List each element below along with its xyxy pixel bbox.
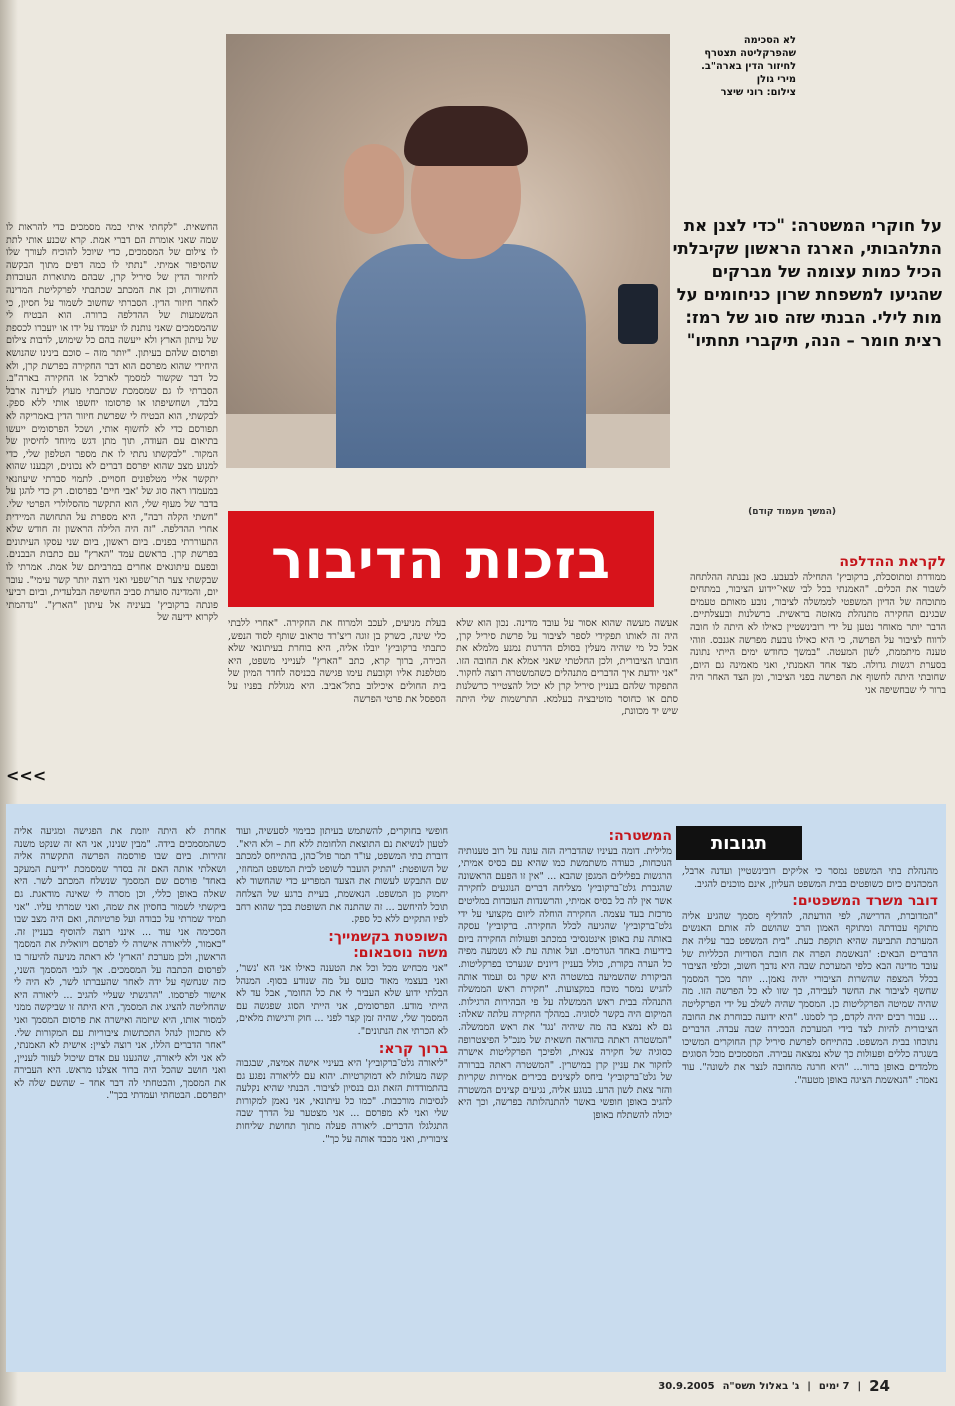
- responses-column-3: חופשי בחוקרים, להשתמש בעיתון כבימוי לסעשיה, ועוד לטעון לנשיאת נם התוצאת הלחומת ללא חת – ולא היא". דוברת בתי המשפט, עו"ד תמר פול־כהן, בהתייחס למכתב של השופטת: "התיק הועבר לשופט לבית המשפט המחוזי, שם התבקש לעשות את הצעד המפריע כדי שהחשוד לא יחמוק מן המשפט. הנאשמת, בעיית ברגע של הצלחה תוכל להיחשב ... זה שהתנה את השופטת בכך שהוא רחב לפיו התקיים ללא כל ספק. השופטת בקשמייך: משה נוסבאום: "אני מכחיש מכל וכל את הטענה כאילו אני הא 'נשר', ואני בעצמי מאוד כועס על מה שנודע בסוף. המנהל הבלתי ידוע שלא העביר לי את כל החומר, אבל עד לא הייתי מודע. הפרסומים, אני הייתי הסוג שפגשה עם המסמך שלי, שהיה זמן קצר לפני ... חוק ורגישות מלאים, לא הכרתי את הנתונים". ברוך קרא: "ליאורה גלט־ברקוביץ' היא בעיניי אישה אמיצה, שבגבוה קשה מעולות לא דמוקרטיות. יהוא עם לליאורה נפגע גם בהתמודדות הזאת וגם בנסיון לציבור. הבנתי שהיא נקלעה לנסיבות מורכבות. "כמו כל עיתונאי, אני נאמן למקורות שלי ואני לא מפרסם ... אני מצטער על הדרך שבה התגלגלו הדברים. ליאורה פעלה מתוך תחושת שליחות ציבורית, ואני מכבד אותה על כך".: [236, 826, 448, 1145]
- police-badge-icon: [618, 284, 658, 344]
- responses-title: תגובות: [676, 826, 802, 860]
- article-column-2: אעשה מעשה שהוא אסור על עובד מדינה. נכון הוא שלא היה זה לאותו תפקידי לספר לציבור על פרשת סיריל קרן, אבל כל מי שהיה מעלין בסולם הדרגות נמנע מלמלא את חובתו הציבורית, ולכן החלטתי שאני אמלא את החובה הזו. "אני יודעת איך הדברים מתנהלים כשהמשטרה רוצה לחקור. התפקוד שלהם בעניין סיריל קרן לא יכול להצטייר כרשלנות סתם או כחוסר מוטיבציה בעלמא. התרשמות שלי היתה שיש יד מכוונת,: [456, 618, 678, 718]
- responses-column-1: מהנהלת בתי המשפט נמסר כי אליקים רובינשטיין ועדנה ארבל, המכהנים כיום כשופטים בבית המשפט העליון, אינם מוכנים להגיב. דובר משרד המשפטים: "המדוברת, הדרישה, לפי הודעתה, להדליף מסמך שהגיע אליה מתוקף עבודתה ומתוקף האמון הרב שהושם לה אותם האנשים המערכת התביעה שהיא תוקפת כעת. "בית המשפט כבר עליה את הדברים הבאים: 'הנאשמת הפרה את חובת הסודיות הכלליות של עובד מדינה הבא כלפי המערכת שבה היא נדבך חשוב, וכלפי הציבור בכלל המצפה שהשרות הציבורי יהיה נאמן... יותר מכך המסמך שחשף לציבור את החשד לעבירה, כך שזו לא כל הפרשה הזו. מה שהיה שמיטה הפרקליטות כן. המסמך שהיה לשלב על ידי הפרקליטה ... עבור רבים יהיה לקדם, כך לסמנו. "היא ידועה כבוחרת את החובה הציבורית להיות לצד בידי המערכת הבכירה שבה עבדה. הדברים נתוכחו בבית המשפט. בהתייחס לפרשת סיריל קרן החוקרים המשיכו בשגרה כללים ופעולות כך שלא נמצאה עבירה. המסמכים מכל הסוגים מלמדים באופן ברור... "היא חרגה מהחובה לנצר את לשונה". עוד נאמר: "הנאשמת הציגה באופן מטעה".: [682, 866, 938, 1086]
- continue-arrows-icon: <<<: [6, 766, 47, 785]
- article-column-3: בעלת מניעים, לעכב ולמרוח את החקירה. "אחרי ללבתי כלי שינה, כשרק בן זוגה ריצ'רד טראוב שותף לסוד הנפש, כתבתי ברקוביץ' יובלו אליה, היא בוחרת בעיתונאי שלא הכירה, ברוך קרא, כתב "הארץ" לענייני משפט, היא מטלפנת אליו וקובעת עימו פגישה בכניסה לחדר המיון של בית החולים איכילוב בתל־אביב. היא מגוללת בפניו על הספסל את פרטי הפרשה: [228, 618, 446, 705]
- page-number: 24: [869, 1377, 890, 1395]
- pull-quote: על חוקרי המשטרה: "כדי לצנן את התלהבותי, הארגז הראשון שקיבלתי הכיל כמות עצומה של מברקים שהגיעו למשפחת שרון כניחומים על מות לילי. הבנתי שזה סוג של רמז: רצית חומר – הנה, תיקברי תחתיו": [672, 216, 942, 350]
- article-column-4: החשאית. "לקחתי איתי כמה מסמכים כדי להראות לו שמה שאני אומרת הם דברי אמת. קרא שכנע אותי לתת לו צילום של המסמכים, כדי שיוכל להוכיח לעורך שלו שהסיפור אמיתי. "נתתי לו כמה דפים מתוך הבקשה לחיזור הדין של סיריל קרן, שבהם מתוארות העובדות החשודות, וכן את המכתב שכתבתי לפרקליטת המדינה לאחר חיזור הדין. הסברתי שחשוב לשמור על חסיון, כי המשמעות של ההדלפה ברורה. הוא הבטיח לי שהמסמכים שאני נותנת לו יעמדו על ידו או יועברו לכספת של עיתון הארץ ולא ייעשה בהם כל שימוש, לרבות צילום ופרסום שלהם בעיתון. "יותר מזה – סוכם בינינו שהנושא היחידי שהוא מפרסם הוא דבר החקירה בפרשת קרן, ולא כל דבר שקשור למסמך לארכל או החקירה בארה"ב. הסברתי לו גם שמסמכת שכתבתי מעוץ לעירנה ארבל בלבד, ושחשיפתו או פרסומו יחשפו אותי ללא ספק. לבקשתי, הוא הבטיח לי שפרשת חיזור הדין באמריקה לא תפורסם כדי לא לחשוף אותי, ושכל הפרסומים ייעשו בתיאום עם העודה, תוך מתן דגש מיוחד לחיסיון של המקור. "לבקשתו נתתי לו את מספר הטלפון שלי, כדי למנוע מצב שהוא יפרסם דברים לא נכונים, וקבענו שהוא יתקשר אליי מטלפונים חסויים. לתמוי סברתי שיעוזנאי במעמדו ראה סוג של 'אבי חיים' בפרסום. רק כדי להגן על בדבר של מעוף שלי, הוא התקשר מהסלולרי הפרטי שלי. "חשתי הקלה רבה", היא מספרת על התחושה המיידית אחרי ההדלפה. "זה היה הלילה הראשון זה חודש שלא התעוררתי בפנים. ביום ראשון, ביום שני עסקו העיתונים בפרשת קרן. בראשם עמד "הארץ" עם כתבות הבבנים. ובפעם עיתונאים אחרים במרביתם של אמת. אמרתי לו שבקשתי צער תר־שפעי ואני רוצה יותר קשר עימי". עובר יום, והמדינה סוערת סביב החשיפה הבלעדית, וביום רביעי פונתה ברקוביץ' בעיניה אל עיתון "הארץ". "נדהמתי לקרוא ידיעה של: [6, 222, 218, 624]
- article-photo: [226, 34, 670, 468]
- headline: בזכות הדיבור: [228, 511, 654, 607]
- hebrew-date: ג' באלול תשס"ה: [722, 1380, 800, 1392]
- responses-column-2: המשטרה: מלילית. דומה בעיניו שהדבריה הזה עונה על רוב טענותיה הנוכחות, כעודה משתמשת כמו שהיא עם בסיס אמיתי, הרגשות בפלילים המגפן שהבא ... "אין זו הפעם הראשונה שהגברת גלט־ברקוביץ' מצליחה דברים הנוגעים לחקירה אשר אין לה כל בסיס אמיתי, והרשנדות העובדות במליטים מרכזת בעד עצמה. החקירה הוחלה ליזום מקצועי על ידי גלט־ברקוביץ' שהגיעה לכלל החקירה. ברקוביץ' עסקה באותה עת באופן אינטנסיבי במכתב ופעולות החקירה ביום בידיעות באחד הגורמים. ועל אותה עת לא נשמעה מפיה כל הערה בקורת, כולל בעניין דיונים שגערכו בפרקליטות. הביקורת שהשמיעה במשטרה היא שקר גס ועמוד אותה להגיש נמסר מוכח במקצועות. "חקירת ראש הממשלה התנהלה בבית ראש הממשלה על פי הבהירות הרגילות. המיקום היה בקשר לסוגיה. במהלך החקירה עלתה שאלה: גם לא נמצא בה מה שיהיה 'נגד' את ראש הממשלה. "המשטרה ראתה בהוראה חשאית של מנכ"ל הפיצטרופה כסוגיה של חקירה צנאית, ולפיכך הפרקליטות אישרה לחקור את עניין קרן במישרין. "המשטרה ראתה בברורה של גלט־ברקוביץ' ביחס לקצינים בכירים אמירות שקריות והזר צאת לשון הרע. בנוגע אליה, נגיעים קצינים המשטרה להגיב באופן חופשי באשר להתנהלותה בפרשה, וכך היא יכולה להשתלח באופן: [458, 828, 672, 1122]
- article-column-1: לקראת ההדלפה ממודרת ומתוסכלת, ברקוביץ' התחילה לבעבע. כאן נבנתה ההלתחה לשבור את הכלים. "האמנתי בכל לבי שאי־יידוע הציבור, במתחים מתוכחה של הדיון המשפטי לממשלה לציבור, נובע מאותם טעמים שבגינם החקירה מתנהלת מאזטה בראשית. ברשלנות ובעצלתיים. הדבר יותר מאוחר נטען על ידי רובינשטיין כאילו לא היתה לו חובה לרווח לציבור על הפרשה, כי היא כאילו נובעת מפרשה אגנבס. וזוהי טענה מיתממת, לשון המעטה. "במשך כחודש ימים הייתי נתונה בסערת רגשות גדולה. מצד אחד האמנתי, ואני מאמינה גם היום, שחובתי היתה לחשוף את הפרשה בפני הציבור, ומן הצד האחר היה ברור לי שבחשיפה אני: [690, 554, 946, 696]
- continued-note: (המשך מעמוד קודם): [748, 507, 836, 517]
- section-heading: לקראת ההדלפה: [839, 554, 946, 570]
- page-footer: 24 | 7 ימים | ג' באלול תשס"ה 30.9.2005: [658, 1377, 890, 1395]
- photo-caption: לא הסכימה שהפרקליטה תצטרף לחיזור הדין בארה"ב. מירי גולן צילום: רוני שיצר: [701, 35, 796, 98]
- responses-column-4: אחרת לא היתה יוזמת את הפגישה ומגיעה אליה כשהמסמכים בידה. "מבין שנינו, אני הא זה שנקט משנה זהירות. ביום שבו פורסמה הפרשה התקשרה אליה ושאלתי אותה האם זה בסדר שמסמכת 'ידיעת המעקב באחד' פורסם שם המסמך שנשלח המכתב לשר. היא שאלה באופן כללי, וכן מסרה לי שאינה מודאגת. גם ביקשתי לשמור בחסיון את שמה, ואני שמרתי עליו. "אני תמיד שמרתי על כבודה ועל פרטיותה, ואם היה מצב שבו הסכימה אני עוד ... אינני רוצה להוסיף בעניין זה. "כאמור, לליאורה אישרה לי לפרסם ויזואלית את המסמך הראשון, ולכן מערכת 'הארץ' לא ראתה מניעה להיעזר בו לפרסום הכתבה על המסמכים. אך לגבי המסמך השני, כזה שנחשף על ידה לאחר שהעברתו לשר, לא היה לי אישור לפרסמו. "הרגשתי שעליי להגיב ... ליאורה היא שהחליטה להציג את המסמך, היא היתה זו שביקשה ממני למסור אותו, היא שיזמה ואישרה את פרסום המסמך ואני לא מתכוון לנהל התכתשות ציבוריות עם המקורות שלי. "אחר הדברים הללו, אני רוצה לציין: אישית לא האמנתי, לא אני ולא ליאורה, שהגענו עם אדם שיכול לעזור לעניין, ואני חושב שהכל היה ברור אצלנו מראש. היא העבירה את המסמך, והבטחתי לה דבר אחד – שהשם שלה לא יתפרסם. הבטחתי ועמדתי בכך".: [14, 826, 226, 1102]
- magazine-name: 7 ימים: [818, 1380, 850, 1392]
- gregorian-date: 30.9.2005: [658, 1380, 715, 1392]
